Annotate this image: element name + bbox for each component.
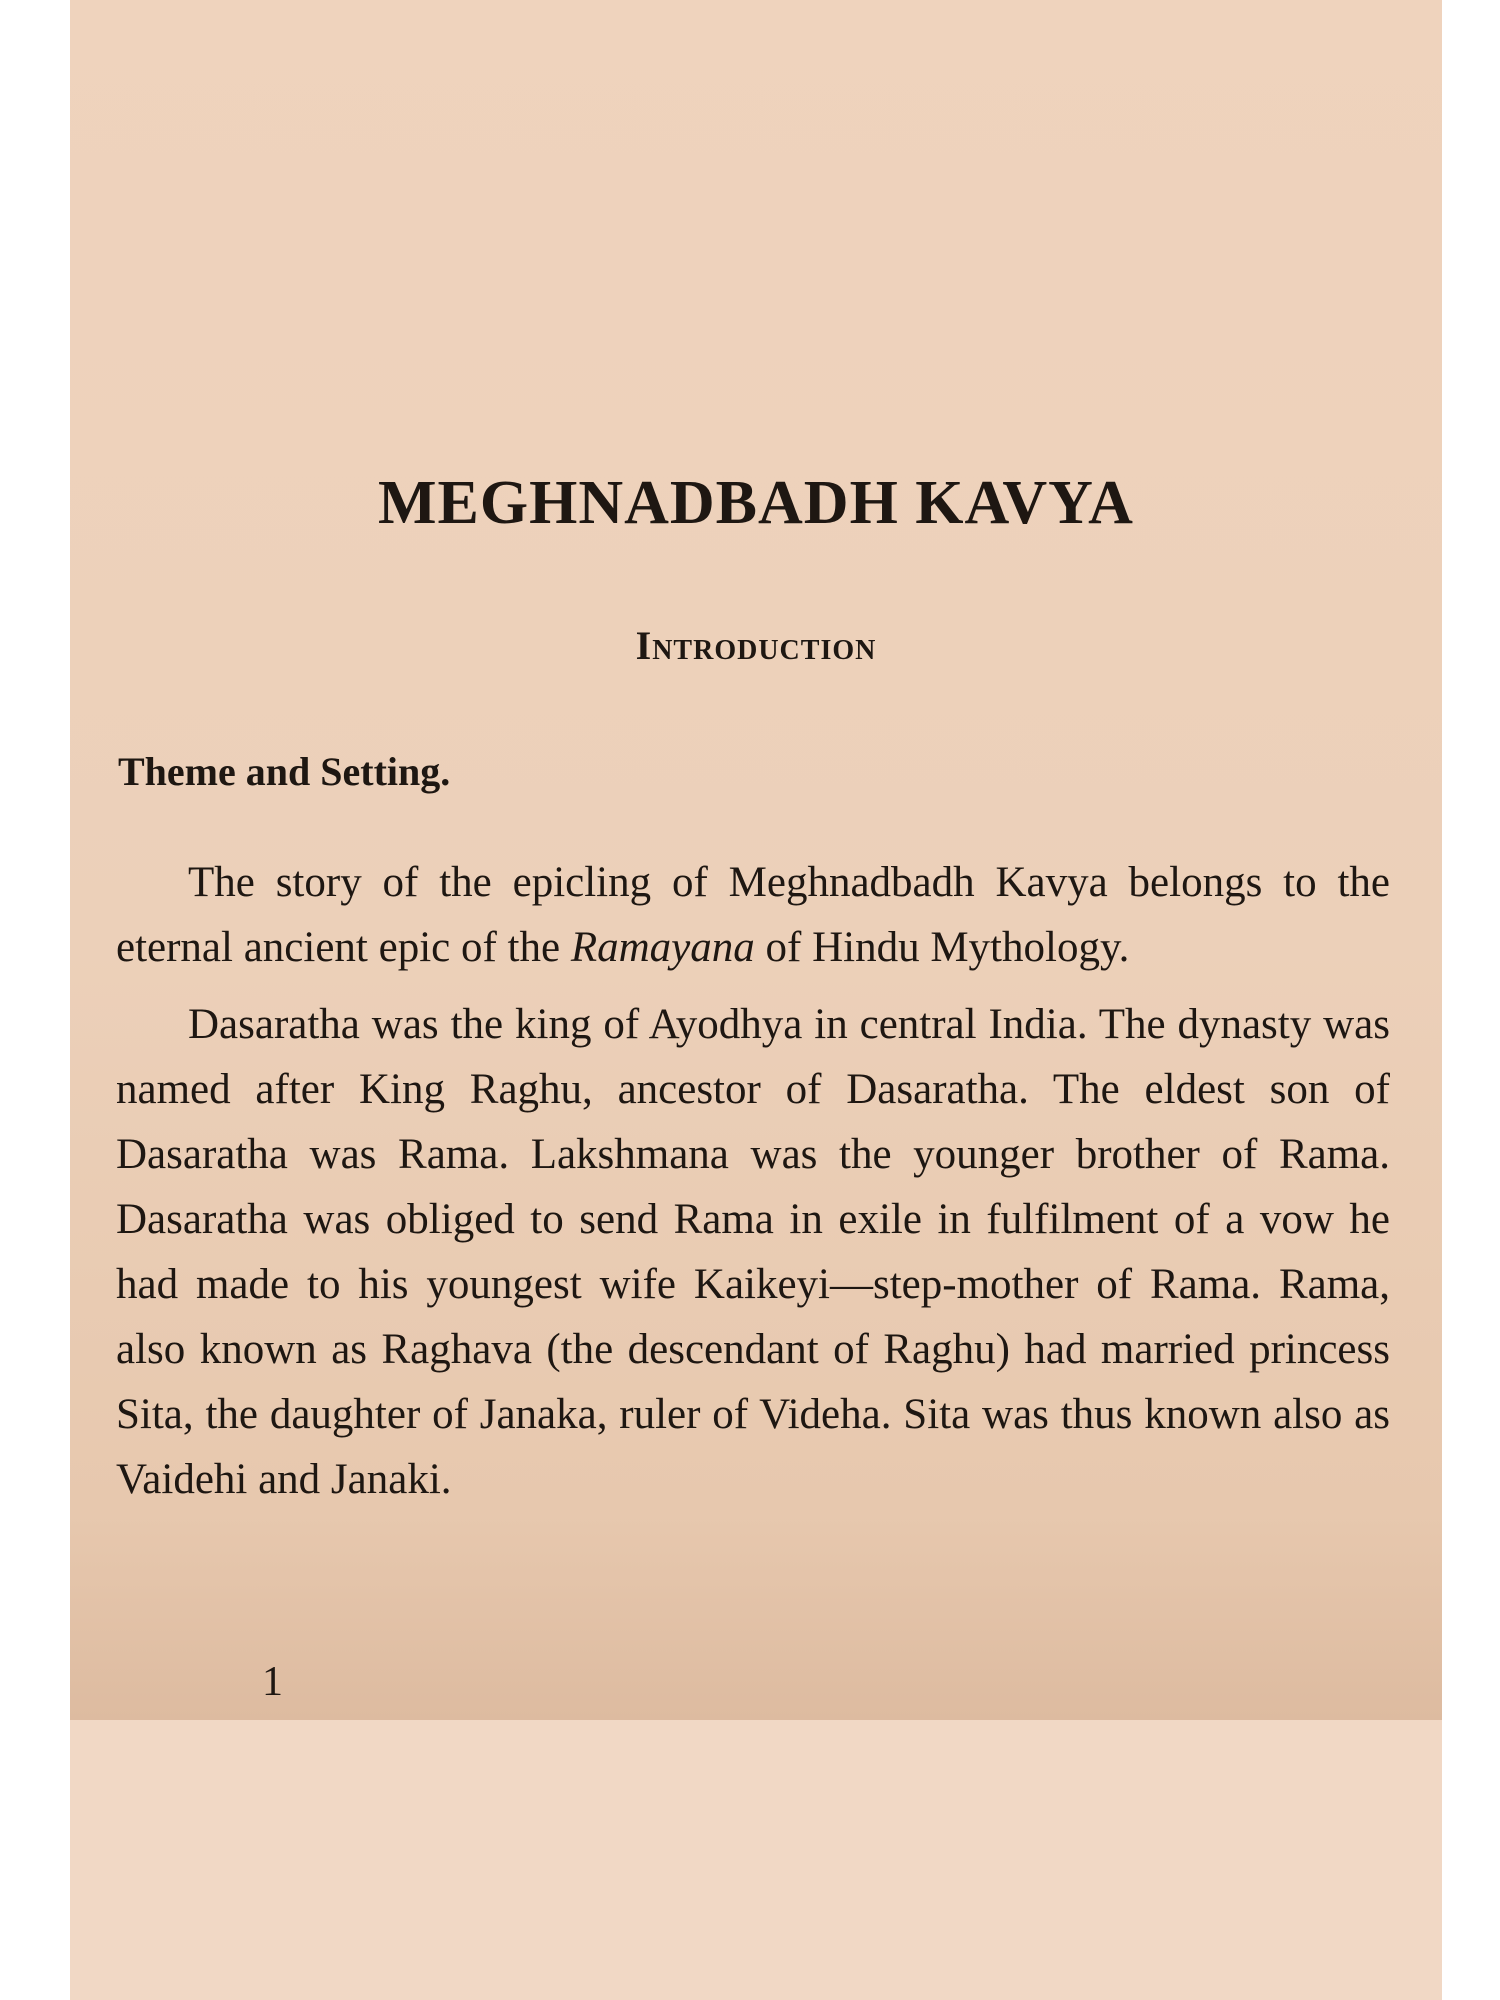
paragraph-2: Dasaratha was the king of Ayodhya in central India. The dynasty was named after King Raghu, ancestor of Dasaratha. The eldest son of Dasaratha was Rama. Lakshmana was the younger brother of Rama. Dasaratha was obliged to send Rama in exile in fulfilment of a vow he had made to his youngest wife Kaikeyi—step-mother of Rama. Rama, also known as Raghava (the descendant of Raghu) had married princess Sita, the daughter of Janaka, ruler of Videha. Sita was thus known also as Vaidehi and Janaki. — [116, 1001, 1390, 1503]
page-lower-area — [70, 1720, 1442, 2000]
ramayana-emphasis: Ramayana — [570, 924, 755, 971]
page-number: 1 — [262, 1659, 283, 1705]
section-heading: Theme and Setting. — [118, 749, 451, 794]
chapter-heading: Introduction — [635, 623, 877, 668]
paragraph-1 — [116, 850, 1390, 980]
paragraph-1-end: of Hindu Mythology. — [754, 924, 1130, 971]
paragraph-1-start: The story of the epicling of Meghnadbadh Kavya belongs to the eternal ancient epic of the — [116, 859, 1390, 971]
body-text — [116, 850, 1390, 1524]
book-title: MEGHNADBADH KAVYA — [378, 469, 1134, 537]
